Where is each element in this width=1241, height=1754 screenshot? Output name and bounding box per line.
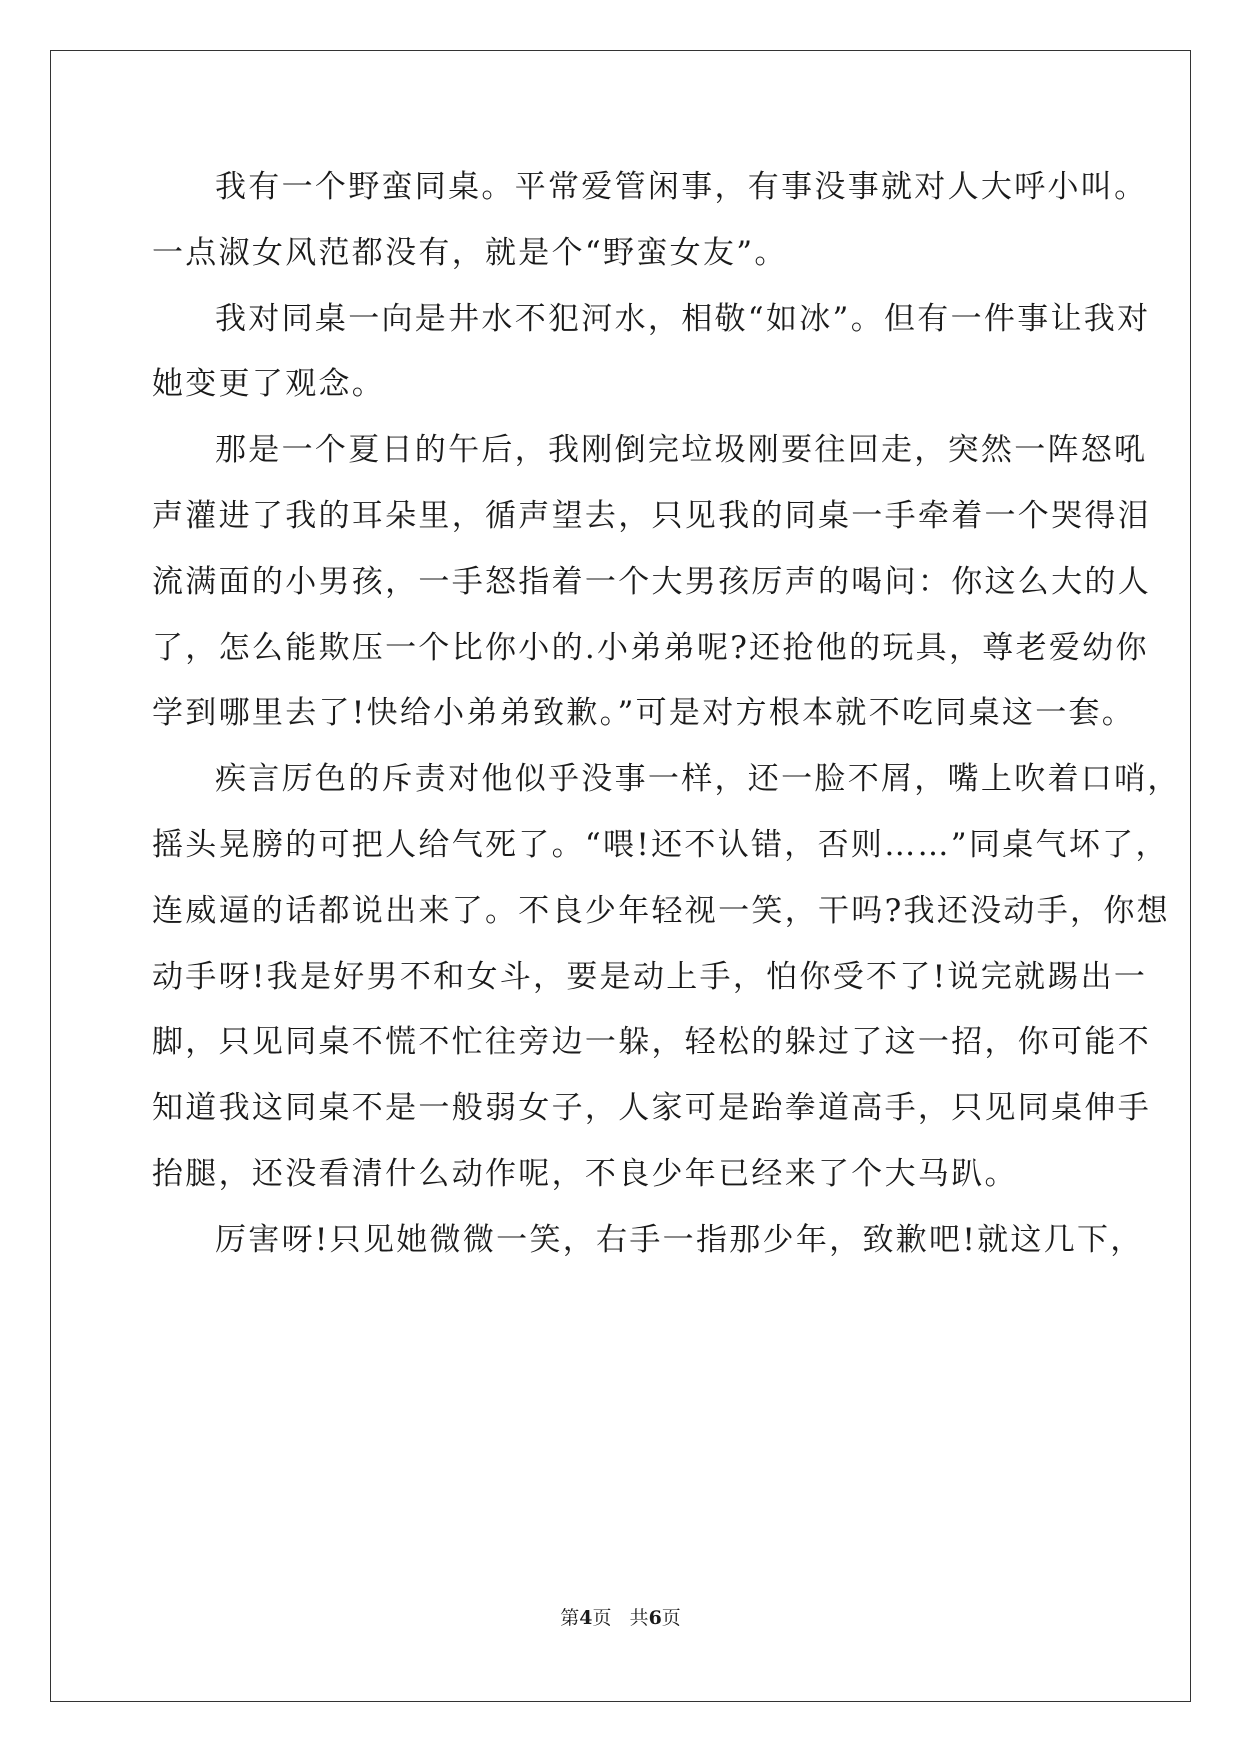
text-line: 那是一个夏日的午后，我刚倒完垃圾刚要往回走，突然一阵怒吼 bbox=[215, 432, 1148, 469]
text-line: 摇头晃膀的可把人给气死了。“喂!还不认错，否则……”同桌气坏了， bbox=[152, 826, 1169, 863]
text-line: 声灌进了我的耳朵里，循声望去，只见我的同桌一手牵着一个哭得泪 bbox=[152, 497, 1151, 534]
footer-mid: 页 共 bbox=[592, 1607, 649, 1629]
footer-prefix: 第 bbox=[560, 1607, 580, 1629]
text-line: 她变更了观念。 bbox=[152, 366, 386, 403]
document-body bbox=[152, 155, 1181, 1274]
page-footer bbox=[0, 1606, 1241, 1630]
text-line: 抬腿，还没看清什么动作呢，不良少年已经来了个大马趴。 bbox=[152, 1155, 1018, 1192]
text-line: 疾言厉色的斥责对他似乎没事一样，还一脸不屑，嘴上吹着口哨， bbox=[215, 761, 1181, 798]
text-line: 我有一个野蛮同桌。平常爱管闲事，有事没事就对人大呼小叫。 bbox=[215, 169, 1148, 205]
total-pages-number: 6 bbox=[648, 1607, 662, 1629]
text-line: 流满面的小男孩，一手怒指着一个大男孩厉声的喝问：你这么大的人 bbox=[152, 563, 1151, 600]
text-line: 厉害呀!只见她微微一笑，右手一指那少年，致歉吧!就这几下， bbox=[215, 1221, 1144, 1258]
text-line: 学到哪里去了!快给小弟弟致歉。”可是对方根本就不吃同桌这一套。 bbox=[152, 695, 1136, 732]
text-line: 知道我这同桌不是一般弱女子，人家可是跆拳道高手，只见同桌伸手 bbox=[152, 1090, 1151, 1127]
footer-suffix: 页 bbox=[661, 1607, 681, 1629]
text-line: 我对同桌一向是井水不犯河水，相敬“如冰”。但有一件事让我对 bbox=[215, 300, 1151, 337]
text-line: 了，怎么能欺压一个比你小的.小弟弟呢?还抢他的玩具，尊老爱幼你 bbox=[152, 629, 1149, 666]
text-line: 脚，只见同桌不慌不忙往旁边一躲，轻松的躲过了这一招，你可能不 bbox=[152, 1024, 1151, 1061]
text-line: 动手呀!我是好男不和女斗，要是动上手，怕你受不了!说完就踢出一 bbox=[152, 958, 1148, 995]
text-line: 连威逼的话都说出来了。不良少年轻视一笑，干吗?我还没动手，你想 bbox=[152, 892, 1170, 929]
current-page-number: 4 bbox=[579, 1607, 593, 1629]
text-line: 一点淑女风范都没有，就是个“野蛮女友”。 bbox=[152, 234, 788, 271]
